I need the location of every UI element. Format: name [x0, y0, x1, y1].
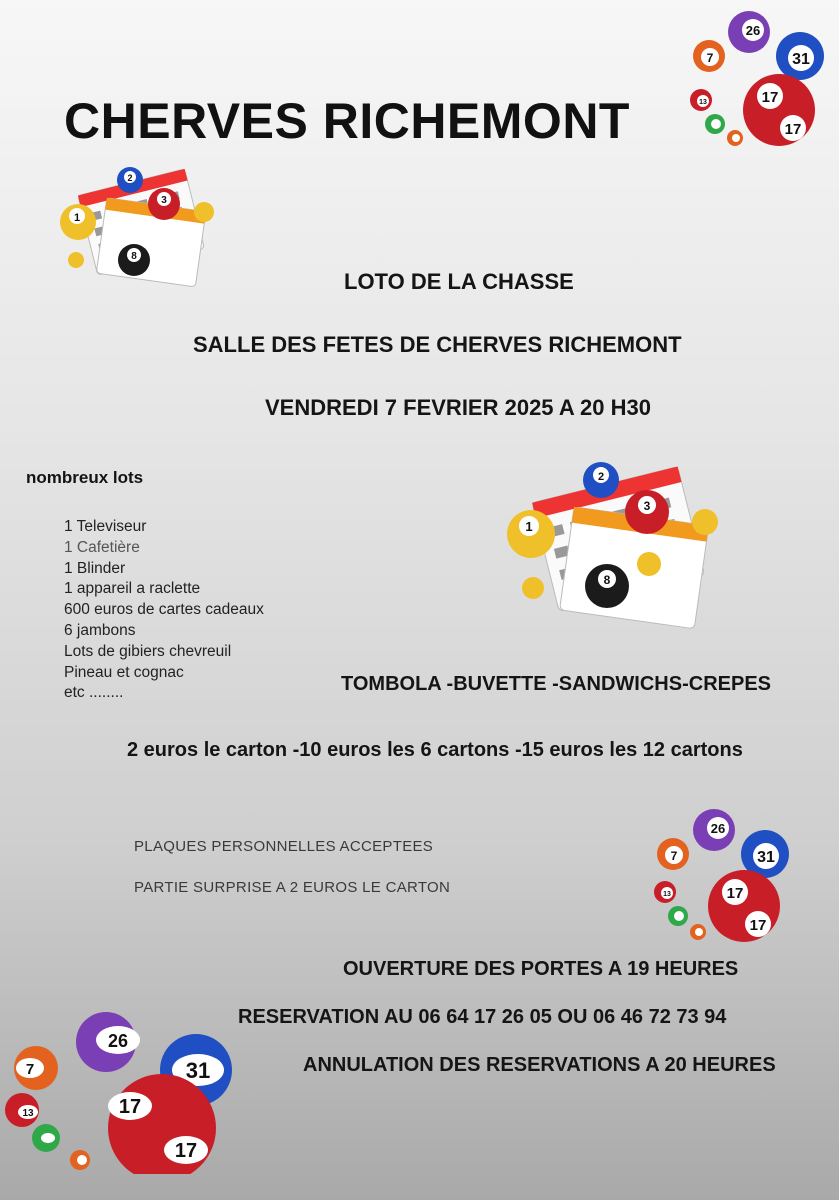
list-item: Pineau et cognac [64, 663, 184, 681]
ball-label: 26 [710, 821, 726, 836]
ball-label: 13 [699, 99, 707, 106]
list-item: 1 Cafetière [64, 538, 140, 556]
ball-label: 8 [603, 573, 611, 587]
ball-label: 1 [73, 212, 81, 224]
bingo-balls-cluster-top-right [683, 6, 833, 148]
note-surprise: PARTIE SURPRISE A 2 EUROS LE CARTON [134, 879, 451, 896]
ball-label: 17 [784, 121, 802, 138]
poster-title: CHERVES RICHEMONT [64, 93, 630, 149]
ball-label: 17 [726, 885, 744, 902]
list-item: Lots de gibiers chevreuil [64, 642, 232, 660]
ball-label: 3 [643, 499, 651, 513]
ball-17 [743, 74, 815, 146]
ball-label: 7 [706, 51, 714, 65]
ball-label: 3 [161, 195, 167, 206]
list-item: 1 Blinder [64, 559, 126, 577]
info-reservation: RESERVATION AU 06 64 17 26 05 OU 06 46 72 73 94 [238, 1006, 727, 1028]
ball-17 [708, 870, 780, 942]
note-plaques: PLAQUES PERSONNELLES ACCEPTEES [134, 838, 434, 855]
extras-line: TOMBOLA -BUVETTE -SANDWICHS-CREPES [341, 673, 771, 695]
list-item: etc ........ [64, 684, 124, 702]
ball-label: 2 [597, 471, 605, 483]
event-venue: SALLE DES FETES DE CHERVES RICHEMONT [193, 332, 682, 357]
ball-label: 31 [185, 1058, 211, 1083]
ball-label: 1 [525, 519, 533, 534]
ball-label: 17 [749, 917, 767, 934]
info-opening: OUVERTURE DES PORTES A 19 HEURES [343, 958, 739, 980]
prices-line: 2 euros le carton -10 euros les 6 cartons -15 euros les 12 cartons [127, 739, 743, 761]
bingo-cards-illustration-middle [505, 456, 727, 634]
list-item: 1 Televiseur [64, 518, 147, 535]
ball-label: 17 [761, 89, 779, 106]
ball-label: 17 [118, 1096, 142, 1118]
bingo-balls-cluster-middle-right [648, 806, 798, 948]
ball-label: 7 [25, 1061, 35, 1078]
ball-label: 2 [127, 173, 133, 183]
bingo-cards-illustration-top [58, 160, 220, 290]
list-item: 1 appareil a raclette [64, 580, 201, 598]
ball-label: 13 [22, 1108, 34, 1119]
ball-label: 8 [131, 251, 137, 262]
ball-label: 7 [670, 849, 678, 863]
list-item: 6 jambons [64, 621, 136, 639]
ball-label: 26 [745, 23, 761, 38]
bingo-balls-cluster-bottom-left [0, 1012, 250, 1174]
lots-list [64, 517, 264, 704]
event-name: LOTO DE LA CHASSE [344, 269, 574, 294]
ball-label: 17 [174, 1140, 198, 1162]
ball-label: 13 [663, 891, 671, 898]
lots-heading: nombreux lots [26, 468, 144, 487]
event-date: VENDREDI 7 FEVRIER 2025 A 20 H30 [265, 395, 651, 420]
ball-label: 26 [107, 1031, 129, 1051]
list-item: 600 euros de cartes cadeaux [64, 601, 264, 619]
info-cancellation: ANNULATION DES RESERVATIONS A 20 HEURES [303, 1054, 776, 1076]
ball-label: 31 [757, 849, 775, 866]
ball-label: 31 [792, 51, 810, 68]
